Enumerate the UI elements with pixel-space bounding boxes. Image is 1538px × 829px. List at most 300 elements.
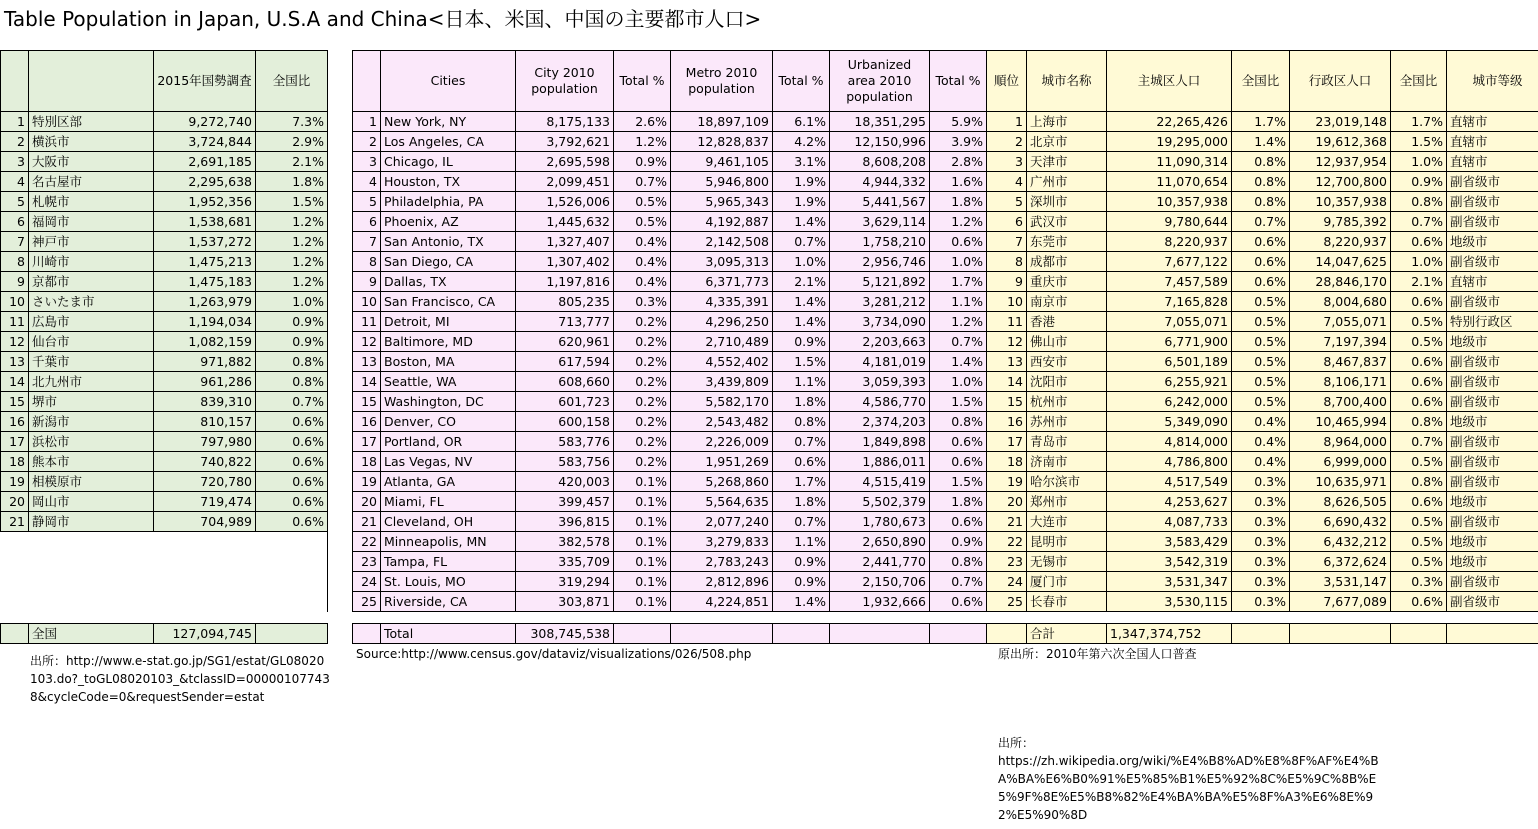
table-row: [1, 132, 1538, 152]
cn-rank-cell: 11: [987, 312, 1027, 332]
us-city-name-cell: Chicago, IL: [381, 152, 516, 172]
cn-city-name-cell: 济南市: [1027, 452, 1107, 472]
cn-city-level-cell: 副省级市: [1447, 572, 1538, 592]
us-rank-cell: 14: [353, 372, 381, 392]
table-row: [1, 192, 1538, 212]
us-urban-population-cell: 2,650,890: [830, 532, 930, 552]
cn-main-ratio-cell: 0.3%: [1232, 592, 1290, 612]
us-city-population-cell: 382,578: [516, 532, 614, 552]
us-metro-total-cell: 0.9%: [773, 572, 830, 592]
cn-main-population-cell: 6,501,189: [1107, 352, 1232, 372]
jp-rank-cell: 4: [1, 172, 29, 192]
cn-admin-population-cell: 6,999,000: [1290, 452, 1391, 472]
cn-main-ratio-cell: 0.6%: [1232, 272, 1290, 292]
totals-row: [1, 624, 1538, 644]
us-rank-cell: 15: [353, 392, 381, 412]
cn-admin-population-cell: 6,690,432: [1290, 512, 1391, 532]
us-city-population-cell: 3,792,621: [516, 132, 614, 152]
totals-table: [0, 623, 1538, 644]
table-row: [1, 352, 1538, 372]
cn-rank-cell: 22: [987, 532, 1027, 552]
jp-ratio-cell: 0.6%: [256, 452, 328, 472]
table-row: [1, 592, 1538, 612]
jp-total-label: 全国: [29, 624, 154, 644]
jp-ratio-cell: 0.8%: [256, 352, 328, 372]
cn-city-level-cell: 地级市: [1447, 552, 1538, 572]
us-city-population-cell: 420,003: [516, 472, 614, 492]
jp-population-cell: [154, 552, 256, 572]
jp-population-cell: 1,538,681: [154, 212, 256, 232]
us-urban-population-cell: 1,758,210: [830, 232, 930, 252]
jp-rank-cell: [1, 552, 29, 572]
cn-main-ratio-cell: 0.3%: [1232, 572, 1290, 592]
china-original-source-note: 原出所：2010年第六次全国人口普查: [998, 647, 1197, 661]
us-city-name-cell: New York, NY: [381, 112, 516, 132]
cn-admin-population-cell: 3,531,147: [1290, 572, 1391, 592]
jp-ratio-cell: [256, 552, 328, 572]
cn-main-population-cell: 6,242,000: [1107, 392, 1232, 412]
us-city-total-cell: 1.2%: [614, 132, 671, 152]
cn-main-ratio-cell: 1.7%: [1232, 112, 1290, 132]
us-metro-total-cell: 1.1%: [773, 532, 830, 552]
us-city-population-cell: 713,777: [516, 312, 614, 332]
cn-admin-ratio-cell: 1.7%: [1391, 112, 1447, 132]
cn-city-level-cell: 直辖市: [1447, 272, 1538, 292]
jp-rank-cell: 11: [1, 312, 29, 332]
cn-rank-cell: 4: [987, 172, 1027, 192]
cn-city-level-cell: 副省级市: [1447, 172, 1538, 192]
jp-population-cell: 797,980: [154, 432, 256, 452]
cn-admin-population-cell: 8,106,171: [1290, 372, 1391, 392]
us-metro-population-cell: 5,946,800: [671, 172, 773, 192]
cn-city-name-cell: 厦门市: [1027, 572, 1107, 592]
us-city-population-cell: 1,197,816: [516, 272, 614, 292]
spacer-column-cell: [328, 112, 353, 132]
cn-total-value: 1,347,374,752: [1107, 624, 1232, 644]
cn-city-name-cell: 无锡市: [1027, 552, 1107, 572]
spacer-column-cell: [328, 272, 353, 292]
china-source-label: 出所：: [998, 736, 1035, 750]
cn-city-level-cell: 副省级市: [1447, 392, 1538, 412]
cn-admin-population-cell: 9,785,392: [1290, 212, 1391, 232]
cn-admin-population-cell: 12,937,954: [1290, 152, 1391, 172]
cn-city-name-cell: 成都市: [1027, 252, 1107, 272]
table-row: [1, 332, 1538, 352]
cn-admin-population-cell: 8,700,400: [1290, 392, 1391, 412]
us-city-total-cell: 0.4%: [614, 252, 671, 272]
jp-rank-cell: 7: [1, 232, 29, 252]
us-urban-population-cell: 4,515,419: [830, 472, 930, 492]
cn-city-name-cell: 天津市: [1027, 152, 1107, 172]
jp-city-name-cell: さいたま市: [29, 292, 154, 312]
jp-rank-cell: 18: [1, 452, 29, 472]
cn-admin-population-cell: 12,700,800: [1290, 172, 1391, 192]
us-rank-cell: 25: [353, 592, 381, 612]
cn-main-population-cell: 7,055,071: [1107, 312, 1232, 332]
us-rank-cell: 21: [353, 512, 381, 532]
us-metro-population-cell: 18,897,109: [671, 112, 773, 132]
jp-population-cell: 704,989: [154, 512, 256, 532]
cn-main-population-cell: 3,531,347: [1107, 572, 1232, 592]
us-metro-population-cell: 4,552,402: [671, 352, 773, 372]
us-metro-total-cell: 1.9%: [773, 172, 830, 192]
jp-city-name-cell: 静岡市: [29, 512, 154, 532]
us-urban-population-cell: 3,281,212: [830, 292, 930, 312]
jp-rank-cell: 20: [1, 492, 29, 512]
cn-main-ratio-cell: 0.3%: [1232, 532, 1290, 552]
us-urban-total-cell: 1.0%: [930, 252, 987, 272]
cn-rank-cell: 19: [987, 472, 1027, 492]
cn-total-empty: [1447, 624, 1538, 644]
spacer-column-cell: [328, 332, 353, 352]
table-row: [1, 452, 1538, 472]
us-city-name-cell: Minneapolis, MN: [381, 532, 516, 552]
us-city-population-cell: 303,871: [516, 592, 614, 612]
cn-admin-ratio-cell: 0.6%: [1391, 492, 1447, 512]
cn-main-ratio-cell: 0.5%: [1232, 312, 1290, 332]
cn-main-population-cell: 4,253,627: [1107, 492, 1232, 512]
us-city-name-cell: Phoenix, AZ: [381, 212, 516, 232]
cn-admin-ratio-cell: 0.5%: [1391, 452, 1447, 472]
cn-rank-cell: 13: [987, 352, 1027, 372]
us-city-total-cell: 0.2%: [614, 452, 671, 472]
spacer-column-cell: [328, 192, 353, 212]
us-urban-total-cell: 1.2%: [930, 212, 987, 232]
jp-ratio-cell: 0.6%: [256, 432, 328, 452]
cn-main-population-cell: 4,786,800: [1107, 452, 1232, 472]
jp-ratio-cell: 0.6%: [256, 412, 328, 432]
cn-admin-ratio-cell: 0.5%: [1391, 332, 1447, 352]
cn-city-name-cell: 大连市: [1027, 512, 1107, 532]
jp-ratio-cell: 0.6%: [256, 472, 328, 492]
cn-rank-cell: 25: [987, 592, 1027, 612]
cn-main-population-cell: 11,070,654: [1107, 172, 1232, 192]
jp-ratio-cell: 1.0%: [256, 292, 328, 312]
us-urban-total-cell: 0.6%: [930, 512, 987, 532]
jp-city-name-cell: 新潟市: [29, 412, 154, 432]
jp-population-cell: 839,310: [154, 392, 256, 412]
cn-city-name-cell: 深圳市: [1027, 192, 1107, 212]
us-city-name-cell: Boston, MA: [381, 352, 516, 372]
jp-rank-header: [1, 51, 29, 112]
cn-rank-cell: 2: [987, 132, 1027, 152]
cn-city-name-cell: 广州市: [1027, 172, 1107, 192]
us-city-total-cell: 0.2%: [614, 312, 671, 332]
cn-main-ratio-cell: 0.3%: [1232, 552, 1290, 572]
cn-city-name-cell: 郑州市: [1027, 492, 1107, 512]
us-urban-population-cell: 1,886,011: [830, 452, 930, 472]
cn-city-level-cell: 地级市: [1447, 232, 1538, 252]
cn-rank-cell: 24: [987, 572, 1027, 592]
us-city-total-cell: 0.1%: [614, 512, 671, 532]
us-urban-total-cell: 0.6%: [930, 232, 987, 252]
jp-population-cell: 1,537,272: [154, 232, 256, 252]
us-rank-cell: 5: [353, 192, 381, 212]
cn-city-name-cell: 武汉市: [1027, 212, 1107, 232]
cn-city-name-cell: 杭州市: [1027, 392, 1107, 412]
jp-city-name-cell: 堺市: [29, 392, 154, 412]
spacer-column-cell: [328, 552, 353, 572]
us-urban-population-cell: 4,181,019: [830, 352, 930, 372]
us-metro-population-cell: 4,224,851: [671, 592, 773, 612]
us-metro-total-cell: 1.4%: [773, 292, 830, 312]
jp-city-name-cell: 京都市: [29, 272, 154, 292]
us-city-name-cell: Atlanta, GA: [381, 472, 516, 492]
cn-admin-ratio-cell: 0.6%: [1391, 232, 1447, 252]
us-city-name-cell: Houston, TX: [381, 172, 516, 192]
jp-ratio-cell: 7.3%: [256, 112, 328, 132]
cn-total-blank: [987, 624, 1027, 644]
us-metro-population-cell: 1,951,269: [671, 452, 773, 472]
jp-rank-cell: 1: [1, 112, 29, 132]
us-metro-population-cell: 3,279,833: [671, 532, 773, 552]
us-total1-header: Total %: [614, 51, 671, 112]
us-city-population-cell: 2,695,598: [516, 152, 614, 172]
cn-main-ratio-cell: 0.5%: [1232, 332, 1290, 352]
cn-rank-cell: 5: [987, 192, 1027, 212]
jp-ratio-cell: 0.8%: [256, 372, 328, 392]
us-city-population-cell: 601,723: [516, 392, 614, 412]
cn-main-population-cell: 3,530,115: [1107, 592, 1232, 612]
us-city-total-cell: 0.2%: [614, 352, 671, 372]
jp-rank-cell: 15: [1, 392, 29, 412]
us-city-population-cell: 1,307,402: [516, 252, 614, 272]
us-rank-cell: 2: [353, 132, 381, 152]
jp-population-cell: 720,780: [154, 472, 256, 492]
jp-rank-cell: 10: [1, 292, 29, 312]
us-rank-cell: 18: [353, 452, 381, 472]
jp-ratio-cell: [256, 532, 328, 552]
jp-ratio-cell: 1.2%: [256, 212, 328, 232]
cn-city-level-cell: 直辖市: [1447, 112, 1538, 132]
us-urban-total-cell: 2.8%: [930, 152, 987, 172]
us-urban-total-cell: 0.6%: [930, 432, 987, 452]
table-row: [1, 492, 1538, 512]
us-urban-population-cell: 2,150,706: [830, 572, 930, 592]
cn-admin-population-cell: 8,467,837: [1290, 352, 1391, 372]
cn-admin-ratio-cell: 0.8%: [1391, 192, 1447, 212]
us-urban-population-cell: 5,121,892: [830, 272, 930, 292]
us-city-total-cell: 0.1%: [614, 552, 671, 572]
us-urban-total-cell: 1.8%: [930, 192, 987, 212]
spacer-column-cell: [328, 252, 353, 272]
us-urban-total-cell: 5.9%: [930, 112, 987, 132]
us-metro-population-cell: 2,077,240: [671, 512, 773, 532]
cn-admin-ratio-cell: 0.5%: [1391, 552, 1447, 572]
cn-admin-ratio-cell: 0.6%: [1391, 392, 1447, 412]
us-metro-total-cell: 1.4%: [773, 212, 830, 232]
cn-total-empty: [1290, 624, 1391, 644]
us-urban-population-cell: 8,608,208: [830, 152, 930, 172]
jp-city-name-cell: 仙台市: [29, 332, 154, 352]
us-urban-population-cell: 2,203,663: [830, 332, 930, 352]
us-city-name-cell: Las Vegas, NV: [381, 452, 516, 472]
us-urban-total-cell: 0.9%: [930, 532, 987, 552]
us-metro-population-cell: 5,268,860: [671, 472, 773, 492]
table-row: [1, 232, 1538, 252]
us-total3-header: Total %: [930, 51, 987, 112]
us-metro-total-cell: 0.9%: [773, 332, 830, 352]
us-city-population-cell: 1,445,632: [516, 212, 614, 232]
us-metro-total-cell: 0.9%: [773, 552, 830, 572]
table-row: [1, 532, 1538, 552]
spacer-column-cell: [328, 412, 353, 432]
us-urban-total-cell: 1.4%: [930, 352, 987, 372]
us-urban-total-cell: 0.8%: [930, 552, 987, 572]
us-rank-cell: 24: [353, 572, 381, 592]
us-rank-cell: 13: [353, 352, 381, 372]
cn-city-level-cell: 地级市: [1447, 532, 1538, 552]
cn-main-ratio-cell: 0.5%: [1232, 392, 1290, 412]
us-city-name-cell: Cleveland, OH: [381, 512, 516, 532]
us-metro-population-cell: 4,335,391: [671, 292, 773, 312]
cn-rank-cell: 18: [987, 452, 1027, 472]
us-metro-population-cell: 3,439,809: [671, 372, 773, 392]
spacer-column-cell: [328, 312, 353, 332]
us-urban-total-cell: 1.6%: [930, 172, 987, 192]
us-city-population-cell: 335,709: [516, 552, 614, 572]
spacer-column-cell: [328, 472, 353, 492]
us-city-population-cell: 600,158: [516, 412, 614, 432]
us-urban-population-cell: 3,629,114: [830, 212, 930, 232]
us-city-name-cell: Detroit, MI: [381, 312, 516, 332]
cn-admin-population-cell: 14,047,625: [1290, 252, 1391, 272]
spacer-column-cell: [328, 152, 353, 172]
us-metro-total-cell: 1.0%: [773, 252, 830, 272]
cn-rank-cell: 23: [987, 552, 1027, 572]
jp-rank-cell: 17: [1, 432, 29, 452]
us-metro-total-cell: 0.6%: [773, 452, 830, 472]
us-total2-header: Total %: [773, 51, 830, 112]
cn-admin-ratio-cell: 2.1%: [1391, 272, 1447, 292]
us-city-total-cell: 2.6%: [614, 112, 671, 132]
us-city-total-cell: 0.5%: [614, 192, 671, 212]
cn-city-name-cell: 昆明市: [1027, 532, 1107, 552]
us-metro-population-cell: 2,710,489: [671, 332, 773, 352]
jp-ratio-cell: 1.2%: [256, 232, 328, 252]
table-row: [1, 112, 1538, 132]
jp-ratio-header: 全国比: [256, 51, 328, 112]
us-metro-total-cell: 6.1%: [773, 112, 830, 132]
us-city-total-cell: 0.2%: [614, 372, 671, 392]
jp-ratio-cell: 1.5%: [256, 192, 328, 212]
usa-source-note: Source:http://www.census.gov/dataviz/visualizations/026/508.php: [356, 647, 752, 661]
us-city-name-cell: Portland, OR: [381, 432, 516, 452]
us-city-total-cell: 0.4%: [614, 272, 671, 292]
cn-level-header: 城市等级: [1447, 51, 1538, 112]
us-metro-population-cell: 2,226,009: [671, 432, 773, 452]
cn-admin-ratio-cell: 0.5%: [1391, 532, 1447, 552]
jp-ratio-cell: 2.9%: [256, 132, 328, 152]
us-city-name-cell: Miami, FL: [381, 492, 516, 512]
us-urban-population-cell: 4,944,332: [830, 172, 930, 192]
cn-main-population-cell: 4,087,733: [1107, 512, 1232, 532]
spacer-column-cell: [328, 212, 353, 232]
spacer-column-cell: [328, 492, 353, 512]
us-rank-cell: 22: [353, 532, 381, 552]
cn-city-level-cell: 直辖市: [1447, 132, 1538, 152]
jp-population-cell: [154, 592, 256, 612]
jp-rank-cell: 9: [1, 272, 29, 292]
us-city-total-cell: 0.7%: [614, 172, 671, 192]
spacer-column-cell: [328, 292, 353, 312]
cn-city-level-cell: 副省级市: [1447, 292, 1538, 312]
us-city-name-cell: Tampa, FL: [381, 552, 516, 572]
us-total-value: 308,745,538: [516, 624, 614, 644]
page-title: Table Population in Japan, U.S.A and China<日本、米国、中国の主要都市人口>: [4, 7, 762, 31]
us-urban-population-cell: 3,059,393: [830, 372, 930, 392]
jp-city-name-cell: 特別区部: [29, 112, 154, 132]
jp-population-cell: 1,952,356: [154, 192, 256, 212]
us-urban-population-cell: 5,441,567: [830, 192, 930, 212]
cn-city-level-cell: 副省级市: [1447, 372, 1538, 392]
us-metro-population-cell: 5,965,343: [671, 192, 773, 212]
cn-admin-population-cell: 23,019,148: [1290, 112, 1391, 132]
jp-city-name-cell: [29, 592, 154, 612]
jp-name-header: [29, 51, 154, 112]
jp-city-name-cell: 千葉市: [29, 352, 154, 372]
jp-ratio-cell: 1.8%: [256, 172, 328, 192]
jp-city-name-cell: 浜松市: [29, 432, 154, 452]
cn-city-name-cell: 南京市: [1027, 292, 1107, 312]
cn-admin-ratio-cell: 0.7%: [1391, 432, 1447, 452]
jp-city-name-cell: 札幌市: [29, 192, 154, 212]
jp-rank-cell: 19: [1, 472, 29, 492]
jp-ratio-cell: 1.2%: [256, 252, 328, 272]
table-row: [1, 392, 1538, 412]
jp-population-cell: 971,882: [154, 352, 256, 372]
cn-ratio1-header: 全国比: [1232, 51, 1290, 112]
us-metro-total-cell: 1.4%: [773, 312, 830, 332]
us-rank-cell: 4: [353, 172, 381, 192]
us-metro-total-cell: 1.8%: [773, 492, 830, 512]
spacer-column-cell: [328, 432, 353, 452]
us-urban-total-cell: 1.5%: [930, 392, 987, 412]
cn-city-level-cell: 副省级市: [1447, 192, 1538, 212]
us-metro-total-cell: 1.5%: [773, 352, 830, 372]
us-metro-population-cell: 12,828,837: [671, 132, 773, 152]
cn-admin-population-cell: 28,846,170: [1290, 272, 1391, 292]
jp-rank-cell: 14: [1, 372, 29, 392]
jp-ratio-cell: [256, 572, 328, 592]
us-urban-population-cell: 4,586,770: [830, 392, 930, 412]
us-rank-cell: 1: [353, 112, 381, 132]
cn-total-label: 合計: [1027, 624, 1107, 644]
us-urban-population-cell: 2,441,770: [830, 552, 930, 572]
table-row: [1, 372, 1538, 392]
spacer-column-cell: [328, 532, 353, 552]
cn-main-ratio-cell: 0.3%: [1232, 492, 1290, 512]
cn-main-ratio-cell: 0.4%: [1232, 412, 1290, 432]
jp-rank-cell: 13: [1, 352, 29, 372]
us-city-population-cell: 1,526,006: [516, 192, 614, 212]
jp-rank-cell: 2: [1, 132, 29, 152]
us-total-empty: [830, 624, 930, 644]
cn-city-name-cell: 上海市: [1027, 112, 1107, 132]
us-metro-population-cell: 2,783,243: [671, 552, 773, 572]
us-metro-total-cell: 3.1%: [773, 152, 830, 172]
us-rank-cell: 12: [353, 332, 381, 352]
us-city-population-cell: 583,776: [516, 432, 614, 452]
jp-city-name-cell: [29, 532, 154, 552]
cn-main-ratio-cell: 0.8%: [1232, 192, 1290, 212]
cn-city-level-cell: 地级市: [1447, 492, 1538, 512]
us-metro-total-cell: 0.8%: [773, 412, 830, 432]
cn-main-population-cell: 3,583,429: [1107, 532, 1232, 552]
cn-rank-header: 順位: [987, 51, 1027, 112]
jp-city-name-cell: 大阪市: [29, 152, 154, 172]
us-urban-population-cell: 5,502,379: [830, 492, 930, 512]
